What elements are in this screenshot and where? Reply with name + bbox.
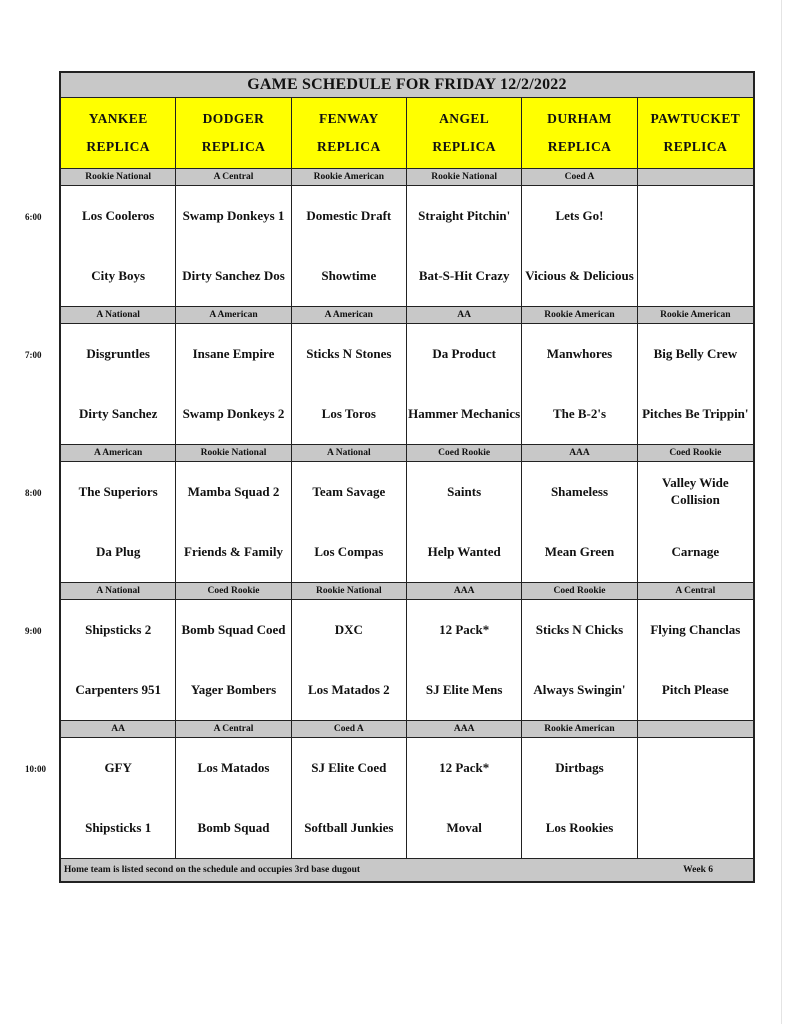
home-team: City Boys — [91, 267, 146, 283]
field-sub: REPLICA — [432, 139, 496, 154]
division-label: A National — [61, 583, 176, 599]
page-edge-line — [781, 0, 782, 1024]
game-cell — [522, 462, 637, 582]
division-label: A Central — [176, 721, 291, 737]
home-team: Los Matados 2 — [308, 681, 390, 697]
away-team: Sticks N Stones — [306, 345, 392, 361]
field-name: FENWAY — [318, 111, 379, 126]
game-cell — [176, 186, 291, 306]
away-team: SJ Elite Coed — [311, 759, 387, 775]
game-cell — [522, 600, 637, 720]
game-cell — [407, 186, 522, 306]
away-team: Lets Go! — [555, 207, 604, 223]
game-cell — [292, 186, 407, 306]
away-team: 12 Pack* — [439, 621, 490, 637]
home-team: Dirty Sanchez — [78, 405, 158, 421]
game-cell — [176, 600, 291, 720]
game-cell — [522, 324, 637, 444]
division-label: Coed A — [522, 169, 637, 185]
away-team: GFY — [104, 759, 132, 775]
division-label: A American — [292, 307, 407, 323]
time-label: 10:00 — [25, 764, 46, 774]
away-team: Saints — [447, 483, 482, 499]
game-cell — [61, 738, 176, 858]
away-team: Bomb Squad Coed — [181, 621, 286, 637]
home-team: Pitches Be Trippin' — [642, 405, 749, 421]
division-label: Rookie American — [522, 721, 637, 737]
away-team: Big Belly Crew — [653, 345, 738, 361]
away-team: Dirtbags — [555, 759, 604, 775]
home-team: The B-2's — [552, 405, 607, 421]
field-sub: REPLICA — [317, 139, 381, 154]
game-row — [25, 600, 753, 721]
division-label: Coed Rookie — [638, 445, 753, 461]
away-team: Swamp Donkeys 1 — [182, 207, 285, 223]
home-team: Carpenters 951 — [75, 681, 161, 697]
field-sub: REPLICA — [547, 139, 612, 154]
field-header-row — [61, 98, 753, 169]
division-label: Coed Rookie — [407, 445, 522, 461]
game-cell — [638, 738, 753, 858]
time-label: 9:00 — [25, 626, 42, 636]
division-label: A National — [292, 445, 407, 461]
field-header — [292, 98, 407, 168]
away-team: Los Matados — [197, 759, 270, 775]
footer-note: Home team is listed second on the schedule and occupies 3rd base dugout — [64, 865, 361, 875]
division-label: AAA — [407, 583, 522, 599]
division-row — [61, 445, 753, 462]
week-label: Week 6 — [683, 865, 713, 875]
division-label: Rookie American — [638, 307, 753, 323]
away-team: Flying Chanclas — [650, 621, 741, 637]
division-label: Rookie American — [522, 307, 637, 323]
away-team: Manwhores — [546, 345, 613, 361]
away-team: Da Product — [432, 345, 496, 361]
field-sub: REPLICA — [663, 139, 728, 154]
away-team: DXC — [334, 621, 363, 637]
game-cell — [292, 738, 407, 858]
home-team: SJ Elite Mens — [425, 681, 503, 697]
away-team: Mamba Squad 2 — [187, 483, 280, 499]
game-cell — [61, 324, 176, 444]
schedule-title: GAME SCHEDULE FOR FRIDAY 12/2/2022 — [61, 73, 753, 98]
away-team: Insane Empire — [192, 345, 275, 361]
home-team: Shipsticks 1 — [85, 819, 152, 835]
time-label: 7:00 — [25, 350, 42, 360]
home-team — [639, 808, 752, 846]
field-header — [407, 98, 522, 168]
game-cell — [638, 186, 753, 306]
away-team: Valley Wide Collision — [662, 475, 729, 507]
field-sub: REPLICA — [201, 139, 266, 154]
away-team: 12 Pack* — [439, 759, 490, 775]
home-team: Moval — [446, 819, 482, 835]
division-label: A Central — [638, 583, 753, 599]
home-team: Los Rookies — [545, 819, 614, 835]
home-team: Swamp Donkeys 2 — [182, 405, 285, 421]
division-label: Rookie National — [292, 583, 407, 599]
division-label: AA — [61, 721, 176, 737]
game-cell — [61, 462, 176, 582]
field-header — [61, 98, 176, 168]
division-label — [638, 169, 753, 185]
away-team: Los Cooleros — [81, 207, 155, 223]
away-team: Shipsticks 2 — [85, 621, 152, 637]
home-team: Hammer Mechanics — [408, 405, 521, 421]
home-team: Showtime — [321, 267, 377, 283]
division-label: A National — [61, 307, 176, 323]
game-cell — [638, 462, 753, 582]
game-cell — [176, 462, 291, 582]
game-cell — [61, 186, 176, 306]
game-cell — [522, 186, 637, 306]
schedule-sheet — [25, 71, 755, 883]
home-team: Vicious & Delicious — [525, 267, 634, 283]
home-team: Mean Green — [544, 543, 615, 559]
away-team: The Superiors — [78, 483, 158, 499]
game-cell — [407, 324, 522, 444]
game-cell — [407, 738, 522, 858]
division-label: Rookie National — [176, 445, 291, 461]
division-label: A Central — [176, 169, 291, 185]
away-team: Sticks N Chicks — [535, 621, 624, 637]
schedule-footer — [61, 859, 753, 881]
field-name: DODGER — [202, 111, 265, 126]
field-header — [522, 98, 637, 168]
away-team: Domestic Draft — [306, 207, 392, 223]
division-label: Coed Rookie — [522, 583, 637, 599]
field-name: DURHAM — [547, 111, 612, 126]
field-header — [176, 98, 291, 168]
home-team: Pitch Please — [661, 681, 729, 697]
home-team: Bomb Squad — [197, 819, 270, 835]
division-label: Rookie National — [61, 169, 176, 185]
game-cell — [292, 462, 407, 582]
division-row — [61, 721, 753, 738]
game-row — [25, 324, 753, 445]
division-label: Coed Rookie — [176, 583, 291, 599]
home-team: Bat-S-Hit Crazy — [418, 267, 510, 283]
away-team: Shameless — [550, 483, 609, 499]
game-cell — [176, 324, 291, 444]
away-team: Disgruntles — [86, 345, 150, 361]
time-slots — [25, 169, 753, 859]
home-team: Yager Bombers — [190, 681, 277, 697]
division-row — [61, 169, 753, 186]
home-team: Always Swingin' — [533, 681, 626, 697]
division-label: AA — [407, 307, 522, 323]
field-sub: REPLICA — [86, 139, 150, 154]
game-cell — [638, 600, 753, 720]
division-label: AAA — [522, 445, 637, 461]
field-name: PAWTUCKET — [650, 111, 741, 126]
home-team: Dirty Sanchez Dos — [182, 267, 285, 283]
home-team — [639, 256, 752, 294]
home-team: Help Wanted — [427, 543, 501, 559]
division-label: A American — [61, 445, 176, 461]
game-row — [25, 186, 753, 307]
time-label: 8:00 — [25, 488, 42, 498]
division-label: AAA — [407, 721, 522, 737]
division-row — [61, 583, 753, 600]
home-team: Friends & Family — [184, 543, 283, 559]
division-label: Rookie American — [292, 169, 407, 185]
division-row — [61, 307, 753, 324]
home-team: Carnage — [671, 543, 720, 559]
division-label: A American — [176, 307, 291, 323]
away-team: Straight Pitchin' — [418, 207, 511, 223]
away-team: Team Savage — [312, 483, 386, 499]
game-cell — [292, 600, 407, 720]
game-row — [25, 738, 753, 859]
division-label: Rookie National — [407, 169, 522, 185]
away-team — [639, 196, 752, 234]
home-team: Los Toros — [321, 405, 376, 421]
game-cell — [176, 738, 291, 858]
game-row — [25, 462, 753, 583]
home-team: Softball Junkies — [304, 819, 394, 835]
division-label: Coed A — [292, 721, 407, 737]
game-cell — [522, 738, 637, 858]
time-label: 6:00 — [25, 212, 42, 222]
field-name: ANGEL — [439, 111, 490, 126]
game-cell — [292, 324, 407, 444]
game-cell — [407, 600, 522, 720]
game-cell — [61, 600, 176, 720]
home-team: Da Plug — [95, 543, 141, 559]
division-label — [638, 721, 753, 737]
field-name: YANKEE — [88, 111, 148, 126]
game-cell — [638, 324, 753, 444]
field-header — [638, 98, 753, 168]
away-team — [639, 748, 752, 786]
home-team: Los Compas — [314, 543, 384, 559]
game-cell — [407, 462, 522, 582]
